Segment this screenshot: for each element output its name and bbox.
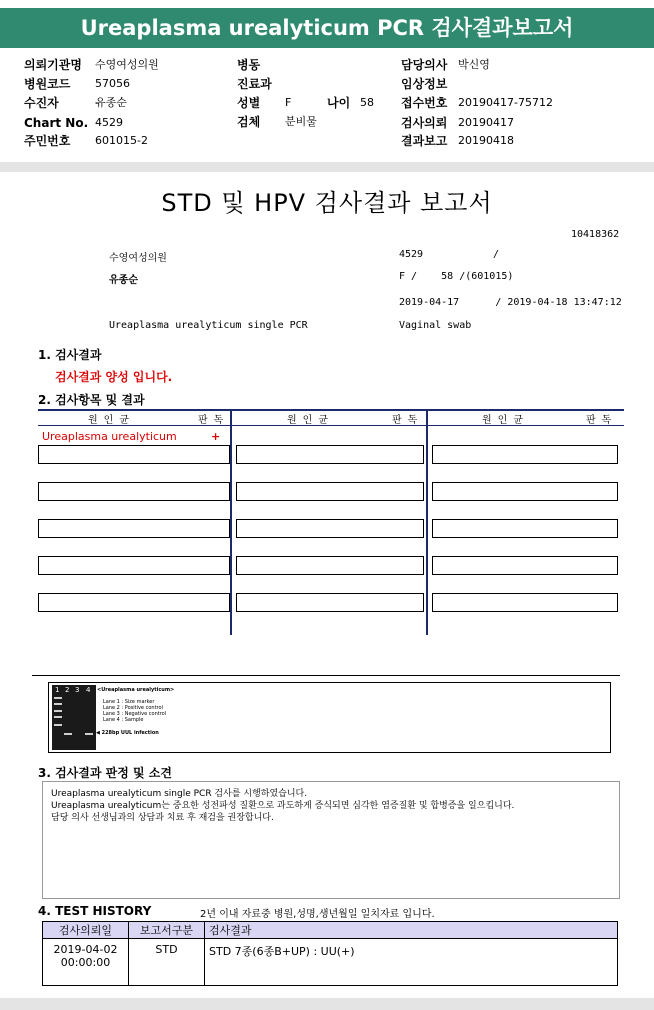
result-cell	[432, 593, 618, 612]
value-patient: 유종순	[95, 96, 127, 109]
gel-title: <Ureaplasma urealyticum>	[97, 687, 175, 693]
gel-legend: Lane 1 : Size marker	[103, 699, 155, 705]
comment-line: 담당 의사 선생님과의 상담과 치료 후 재검을 권장합니다.	[51, 813, 274, 823]
report-hospital: 수영여성의원	[109, 253, 167, 264]
label-specimen: 검체	[237, 115, 261, 129]
gel-band	[64, 733, 72, 735]
gel-legend: Lane 2 : Positive control	[103, 705, 163, 711]
result-cell	[432, 482, 618, 501]
gel-band	[85, 733, 93, 735]
label-receipt-number: 접수번호	[401, 96, 448, 110]
col-organism: 원인균	[287, 415, 334, 426]
result-cell	[38, 445, 230, 464]
gel-band	[54, 697, 62, 699]
value-request-date: 20190417	[458, 116, 514, 129]
result-cell	[38, 593, 230, 612]
history-time: 00:00:00	[60, 956, 111, 969]
result-cell	[432, 556, 618, 575]
grid-divider	[426, 409, 428, 635]
section-2-heading: 2. 검사항목 및 결과	[38, 393, 145, 407]
comment-box	[42, 781, 620, 899]
value-sex: F	[285, 96, 292, 109]
result-cell	[38, 482, 230, 501]
value-chart-no: 4529	[95, 116, 123, 129]
result-cell	[432, 519, 618, 538]
col-judge: 판독	[198, 415, 230, 426]
label-chart-no: Chart No.	[24, 116, 89, 130]
result-cell	[38, 556, 230, 575]
section-3-heading: 3. 검사결과 판정 및 소견	[38, 766, 172, 780]
gel-arrow-label: ◀ 228bp UUL infection	[96, 730, 159, 736]
result-cell	[236, 593, 424, 612]
history-col-type: 보고서구분	[129, 922, 205, 939]
cell-judge: +	[211, 430, 221, 443]
report-slash: /	[493, 249, 500, 260]
label-requesting-institution: 의뢰기관명	[24, 58, 82, 72]
history-date-cell	[43, 939, 129, 986]
value-requesting-institution: 수영여성의원	[95, 58, 159, 71]
divider-band	[0, 162, 654, 172]
label-resident-number: 주민번호	[24, 134, 71, 148]
value-age: 58	[360, 96, 374, 109]
gel-band	[54, 710, 62, 712]
label-age: 나이	[327, 96, 351, 110]
value-report-date: 20190418	[458, 134, 514, 147]
gel-band	[54, 703, 62, 705]
section-divider	[32, 675, 620, 676]
history-note: 2년 이내 자료중 병원,성명,생년월일 일치자료 입니다.	[200, 909, 435, 920]
history-type: STD	[129, 939, 205, 986]
gel-legend: Lane 4 : Sample	[103, 717, 144, 723]
history-date: 2019-04-02	[53, 943, 118, 956]
result-cell	[432, 445, 618, 464]
result-positive-text: 검사결과 양성 입니다.	[55, 370, 173, 384]
value-specimen: 분비물	[285, 115, 317, 128]
comment-line: Ureaplasma urealyticum single PCR 검사를 시행하였습니다.	[51, 789, 308, 799]
label-request-date: 검사의뢰	[401, 116, 448, 130]
history-col-date: 검사의뢰일	[43, 922, 129, 939]
label-department: 진료과	[237, 77, 272, 91]
gel-band	[54, 724, 62, 726]
result-cell	[236, 482, 424, 501]
gel-legend: Lane 3 : Negative control	[103, 711, 167, 717]
col-judge: 판독	[586, 415, 618, 426]
result-cell	[236, 519, 424, 538]
section-4-heading: 4. TEST HISTORY	[38, 904, 152, 918]
report-id: 10418362	[571, 229, 620, 240]
report-test-name: Ureaplasma urealyticum single PCR	[109, 320, 308, 331]
grid-divider	[230, 409, 232, 635]
history-table	[42, 921, 618, 986]
report-specimen: Vaginal swab	[399, 320, 472, 331]
cell-organism: Ureaplasma urealyticum	[42, 430, 177, 443]
label-clinical-info: 임상정보	[401, 77, 448, 91]
comment-line: Ureaplasma urealyticum는 중요한 성전파성 질환으로 과도하게 증식되면 심각한 염증질환 및 합병증을 일으킵니다.	[51, 801, 515, 811]
label-report-date: 결과보고	[401, 134, 448, 148]
report-dates: 2019-04-17 / 2019-04-18 13:47:12	[399, 297, 622, 308]
lane-number: 3	[75, 686, 80, 694]
history-result: STD 7종(6종B+UP) : UU(+)	[205, 939, 618, 986]
report-chart: 4529	[399, 249, 424, 260]
section-1-heading: 1. 검사결과	[38, 348, 102, 362]
value-doctor: 박신영	[458, 58, 490, 71]
page-title: STD 및 HPV 검사결과 보고서	[161, 189, 493, 217]
col-judge: 판독	[392, 415, 424, 426]
report-sex-age: F / 58 /(601015)	[399, 271, 514, 282]
gel-band	[54, 716, 62, 718]
label-doctor: 담당의사	[401, 58, 448, 72]
lane-number: 4	[86, 686, 91, 694]
result-cell	[236, 445, 424, 464]
lane-number: 2	[65, 686, 70, 694]
col-organism: 원인균	[482, 415, 529, 426]
label-hospital-code: 병원코드	[24, 77, 71, 91]
value-resident-number: 601015-2	[95, 134, 148, 147]
label-sex: 성별	[237, 96, 261, 110]
result-cell	[236, 556, 424, 575]
label-ward: 병동	[237, 58, 261, 72]
table-row	[43, 939, 618, 986]
report-patient: 유종순	[109, 275, 138, 286]
value-receipt-number: 20190417-75712	[458, 96, 553, 109]
label-patient: 수진자	[24, 96, 59, 110]
col-organism: 원인균	[88, 415, 135, 426]
report-title-bar: Ureaplasma urealyticum PCR 검사결과보고서	[0, 8, 654, 48]
history-col-result: 검사결과	[205, 922, 618, 939]
footer-band	[0, 998, 654, 1010]
lane-number: 1	[55, 686, 60, 694]
value-hospital-code: 57056	[95, 77, 130, 90]
result-cell	[38, 519, 230, 538]
